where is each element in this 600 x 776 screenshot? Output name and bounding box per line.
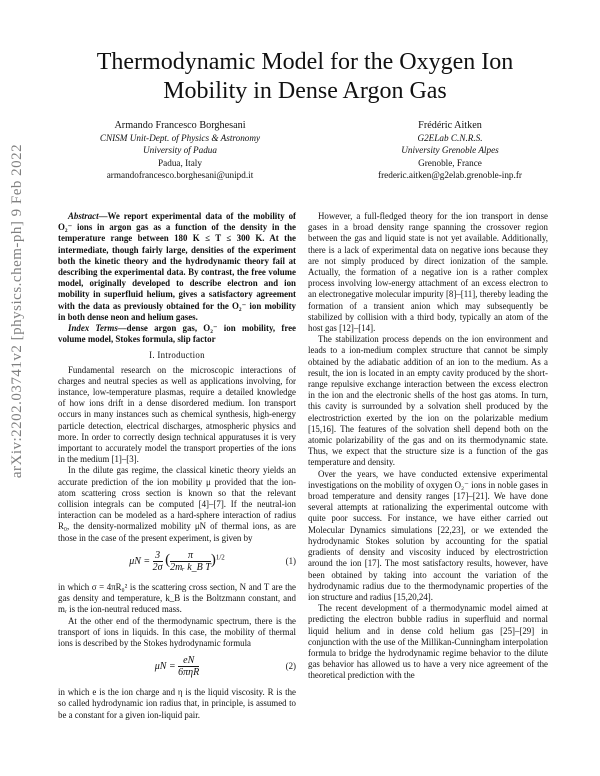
author-affiliation: CNISM Unit-Dept. of Physics & Astronomy <box>99 133 261 144</box>
author-name: Frédéric Aitken <box>418 120 482 131</box>
paper-title: Thermodynamic Model for the Oxygen Ion Mobility in Dense Argon Gas <box>96 49 514 104</box>
eq1-inner-fraction: $\frac{\pi}{\text{2mᵣ k\_B T}}$ <box>170 549 211 574</box>
paragraph: in which e is the ion charge and η is the liquid viscosity. R is the so called hydrodynamic ion radius that, in principle, is assumed to be a constant for a given ion-liquid pair. <box>58 687 296 720</box>
equation-number: (2) <box>285 661 296 672</box>
paragraph: The stabilization process depends on the ion environment and leads to a ion-medium complex structure that cannot be simply obtained by the adiabatic addition of an ion to the medium. As a result, the ion is located in an empty cavity produced by the short-range repulsive exchange interaction between the excess electron in the ion and the electronic shells of the host gas atoms. In turn, this cavity is surrounded by a solvation shell produced by the electrostriction exerted by the ion on the polarizable medium [15,16]. The features of the solvation shell depend both on the atomic polarizability of the gas and on its thermodynamic state. Thus, we expect that the structure size is a function of the gas temperature and density. <box>308 334 548 468</box>
paragraph: However, a full-fledged theory for the ion transport in dense gases in a broad density range spanning the crossover region between the gas and liquid state is not yet available. Additionally, there is a lack of experimental data on negative ions because they are not simply produced by direct ionization of the sample. Actually, the formation of a negative ion is a rather complex process involving low-energy attachment of an excess electron to an electronegative molecular impurity [8]–[11], thereby leading the formation of a transient anion which may subsequently be stabilized by collision with a third body, typically an atom of the host gas [12]–[14]. <box>308 211 548 334</box>
paragraph: At the other end of the thermodynamic spectrum, there is the transport of ions in liquids. In this case, the mobility of thermal ions is described by the Stokes hydrodynamic formula <box>58 615 296 648</box>
eq1-lhs: μN = <box>129 555 151 567</box>
author-university: University of Padua <box>143 145 217 156</box>
arxiv-identifier: arXiv:2202.03741v2 [physics.chem-ph] 9 Feb 2022 <box>9 143 25 479</box>
paragraph: In the dilute gas regime, the classical kinetic theory yields an accurate prediction of the ion mobility μ provided that the ion-atom scattering cross section is known so that the relevant collision integrals can be computed [4]–[7]. If the neutral-ion interaction can be modeled as a hard-sphere interaction of radius R₀, the density-normalized mobility μN of thermal ions, as are those in the case of the present experiment, is given by <box>58 465 296 543</box>
equation-2 <box>58 651 296 685</box>
right-column <box>308 211 548 682</box>
author-name: Armando Francesco Borghesani <box>114 120 246 131</box>
eq2-lhs: μN = <box>154 661 176 673</box>
equation-1: μN = $\frac{3}{2\sigma}$ ( $\frac{\pi}{\text{2mᵣ k\_B T}}$ )$^{1/2}$ (1) <box>129 549 296 574</box>
paragraph: Over the years, we have conducted extensive experimental investigations on the mobility of oxygen O₂⁻ ions in noble gases in broad temperature and density ranges [17]–[21]. We have done several attempts at rationalizing the experimental outcome with quite poor success. For instance, we have either carried out Molecular Dynamics simulations [22,23], or we extended the hydrodynamic Stokes solution by accounting for the spatial gradients of density and viscosity induced by electrostriction around the ion [17]. The most satisfactory results, however, have been obtained by taking into account the variation of the hydrodynamic radius due to the thermodynamic properties of the ion structure and radius [15,20,24]. <box>308 468 548 602</box>
eq1-exponent: 1/2 <box>215 553 225 562</box>
paragraph: in which σ = 4πR₀² is the scattering cross section, N and T are the gas density and temperature, k_B is the Boltzmann constant, and mᵣ is the ion-neutral reduced mass. <box>58 581 296 615</box>
index-terms-text: —dense argon gas, O₂⁻ ion mobility, free volume model, Stokes formula, slip factor <box>58 323 296 345</box>
author-2 <box>345 120 555 181</box>
eq1-fraction: $\frac{3}{2\sigma}$ <box>152 549 163 574</box>
left-column <box>58 211 296 721</box>
author-location: Grenoble, France <box>418 157 482 168</box>
author-email[interactable]: frederic.aitken@g2elab.grenoble-inp.fr <box>378 169 522 180</box>
abstract <box>58 211 296 323</box>
eq2-fraction: $\frac{eN}{\text{6πηR}}$ <box>178 655 200 679</box>
author-email[interactable]: armandofrancesco.borghesani@unipd.it <box>106 169 254 180</box>
author-1 <box>75 120 285 181</box>
abstract-text: —We report experimental data of the mobility of O₂⁻ ions in argon gas as a function of the density in the temperature range between 180 K ≤ T ≤ 300 K. At the intermediate, though fairly large, densities of the experiment both the kinetic theory and the hydrodynamic theory fail at describing the experimental data. By contrast, the free volume model, originally developed to describe electron and ion mobility in superfluid helium, gives a satisfactory agreement with the data as previously obtained for the O₂⁻ ion mobility in both dense neon and helium gases. <box>58 211 296 322</box>
author-affiliation: G2ELab C.N.R.S. <box>417 133 483 144</box>
section-heading: I. Introduction <box>149 350 205 361</box>
paragraph: The recent development of a thermodynamic model aimed at predicting the electron bubble radius in superfluid and normal liquid helium and in dense cold helium gas [25]–[29] in conjunction with the use of the Millikan-Cunningham interpolation formula to bridge the hydrodynamic regime behavior to the dilute gas behavior has allowed us to have a very nice agreement of the theoretical prediction with the <box>308 603 548 681</box>
index-terms <box>58 323 296 345</box>
equation-number: (1) <box>285 555 296 566</box>
abstract-label: Abstract <box>68 211 99 221</box>
paragraph: Fundamental research on the microscopic interactions of charges and neutral species as well as applications involving, for instance, low-temperature plasmas, require a detailed knowledge of how ions drift in a dense disordered medium. Ion transport occurs in many instances such as chemical synthesis, high-energy particle detection, electrical discharges, atmospheric physics and more. In order to correctly design technical appuratuses it is very important to accurately model the transport properties of the ions in the medium [1]–[3]. <box>58 364 296 465</box>
index-terms-label: Index Terms <box>68 323 118 334</box>
author-university: University Grenoble Alpes <box>401 145 499 156</box>
author-location: Padua, Italy <box>158 157 202 168</box>
